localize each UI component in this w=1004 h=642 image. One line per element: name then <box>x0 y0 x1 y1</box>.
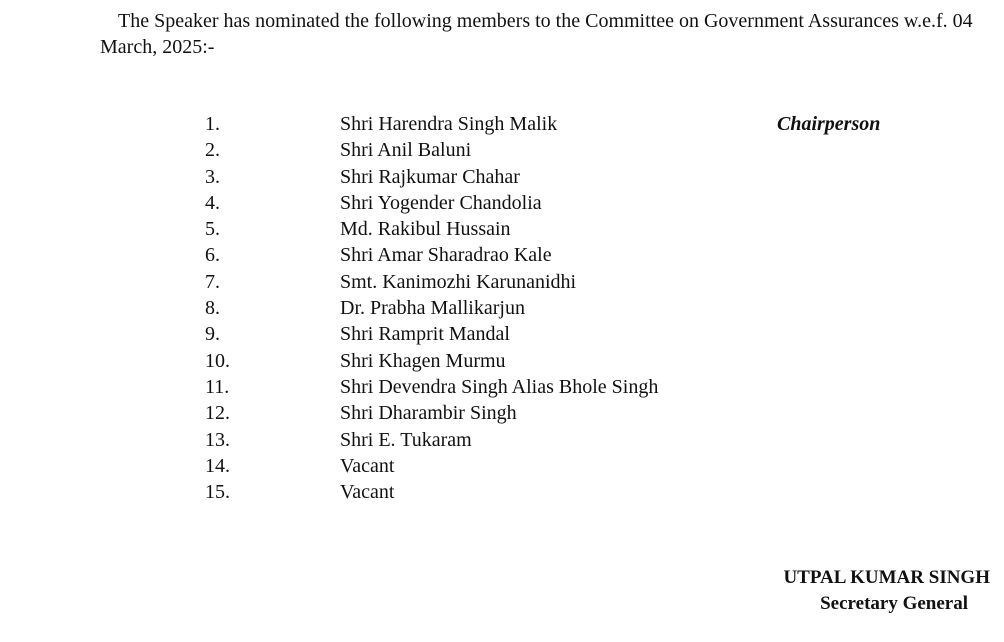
member-name: Shri E. Tukaram <box>340 428 472 451</box>
member-row <box>0 295 1004 321</box>
member-row <box>0 111 1004 137</box>
member-name: Dr. Prabha Mallikarjun <box>340 297 525 320</box>
member-name: Vacant <box>340 454 395 477</box>
member-name: Shri Devendra Singh Alias Bhole Singh <box>340 375 659 398</box>
member-row <box>0 453 1004 479</box>
member-list <box>0 111 1004 505</box>
member-name: Shri Ramprit Mandal <box>340 323 510 346</box>
member-number: 1. <box>205 113 220 135</box>
signatory-name: UTPAL KUMAR SINGH <box>783 567 990 588</box>
member-row <box>0 190 1004 216</box>
member-name: Shri Harendra Singh Malik <box>340 113 558 135</box>
member-number: 14. <box>205 454 230 477</box>
member-row <box>0 427 1004 453</box>
member-number: 10. <box>205 349 230 372</box>
member-number: 6. <box>205 244 220 267</box>
member-number: 3. <box>205 165 220 188</box>
member-number: 15. <box>205 481 230 504</box>
member-row <box>0 164 1004 190</box>
member-number: 13. <box>205 428 230 451</box>
member-number: 7. <box>205 270 220 293</box>
member-name: Shri Anil Baluni <box>340 139 472 162</box>
member-row <box>0 400 1004 426</box>
member-name: Md. Rakibul Hussain <box>340 218 511 241</box>
member-name: Shri Rajkumar Chahar <box>340 165 520 188</box>
member-row <box>0 137 1004 163</box>
member-name: Vacant <box>340 481 395 504</box>
member-name: Shri Khagen Murmu <box>340 349 506 372</box>
member-row <box>0 374 1004 400</box>
member-name: Smt. Kanimozhi Karunanidhi <box>340 270 577 293</box>
member-number: 8. <box>205 297 220 320</box>
member-row <box>0 216 1004 242</box>
member-number: 9. <box>205 323 220 346</box>
signature-block <box>700 565 990 617</box>
member-number: 5. <box>205 218 220 241</box>
member-row <box>0 348 1004 374</box>
member-number: 11. <box>205 375 230 398</box>
member-row <box>0 242 1004 268</box>
member-row <box>0 321 1004 347</box>
member-number: 12. <box>205 402 230 425</box>
member-name: Shri Amar Sharadrao Kale <box>340 244 552 267</box>
member-number: 2. <box>205 139 220 162</box>
member-number: 4. <box>205 191 220 214</box>
member-row <box>0 269 1004 295</box>
member-name: Shri Dharambir Singh <box>340 402 517 425</box>
member-row <box>0 479 1004 505</box>
member-role: Chairperson <box>777 113 881 135</box>
member-name: Shri Yogender Chandolia <box>340 191 542 214</box>
signatory-title: Secretary General <box>820 593 968 614</box>
notice-intro: The Speaker has nominated the following members to the Committee on Government Assurances w.e.f. 04 March, 2025:- <box>100 10 973 58</box>
